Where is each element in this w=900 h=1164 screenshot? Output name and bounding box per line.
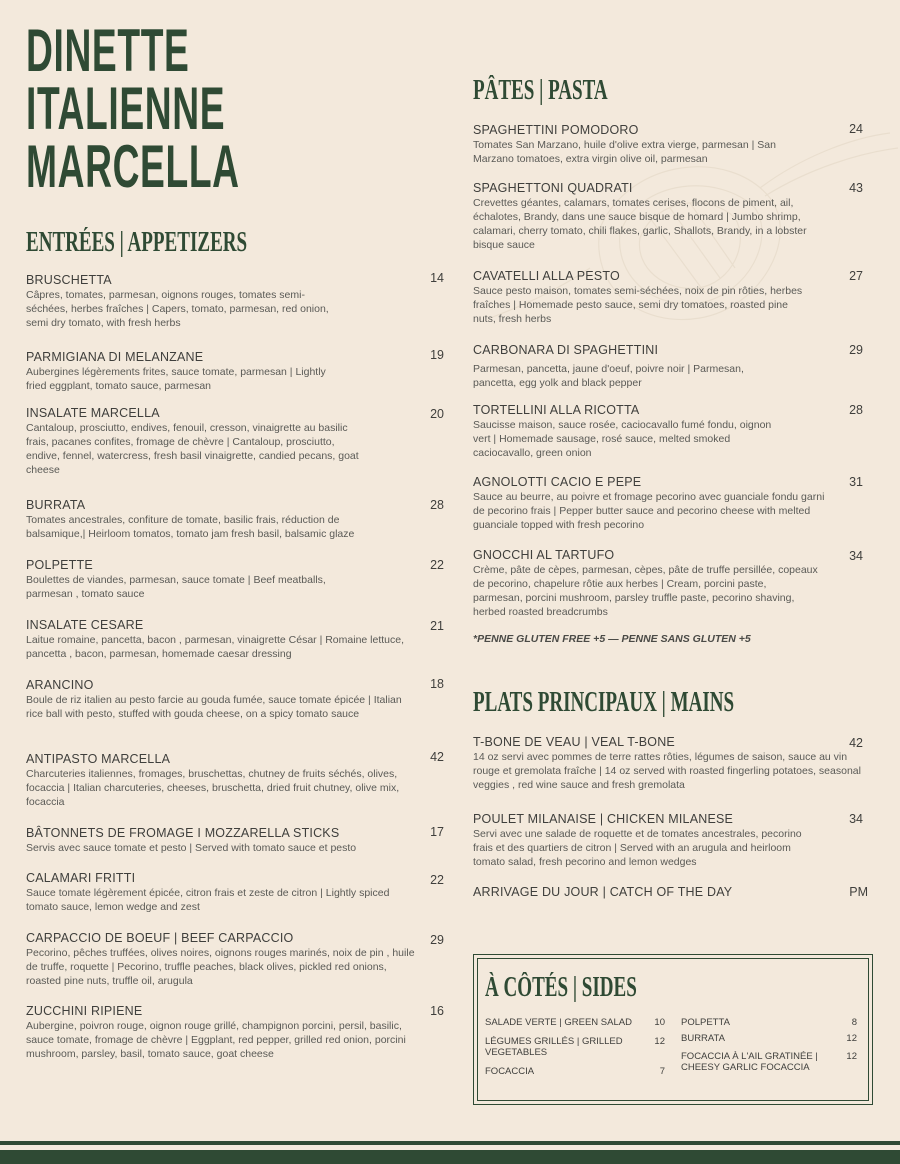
item-description: Boule de riz italien au pesto farcie au gouda fumée, sauce tomate épicée | Italian rice ball with pesto, stuffed with gouda cheese, on a spicy tomato sauce bbox=[26, 694, 402, 720]
item-name: ANTIPASTO MARCELLA bbox=[26, 752, 171, 766]
item-description: Parmesan, pancetta, jaune d'oeuf, poivre noir | Parmesan, pancetta, egg yolk and black pepper bbox=[473, 363, 744, 389]
menu-item bbox=[473, 269, 843, 326]
item-price: 43 bbox=[849, 181, 863, 195]
item-price: 31 bbox=[849, 475, 863, 489]
item-description: Crevettes géantes, calamars, tomates cerises, flocons de piment, ail, échalotes, Brandy, dans une sauce bisque de homard | Jumbo shrimp, calamari, cherry tomato, chili flakes, garlic, Shallots, Brandy, in a lobster bisque sauce bbox=[473, 197, 807, 251]
item-description: Servi avec une salade de roquette et de tomates ancestrales, pecorino frais et des quartiers de citron | Served with an arugula and heirloom tomato salad, fresh pecorino and lemon wedges bbox=[473, 828, 802, 868]
menu-item bbox=[26, 752, 418, 809]
item-description: Crème, pâte de cèpes, parmesan, cèpes, pâte de truffe persillée, copeaux de pecorino, chapelure rôtie aux herbes | Cream, porcini paste, parmesan, porcini mushroom, parsley truffle paste, pecorino shaving, herbed roasted breadcrumbs bbox=[473, 564, 818, 618]
item-name: BÂTONNETS DE FROMAGE I MOZZARELLA STICKS bbox=[26, 826, 340, 840]
item-price: 29 bbox=[430, 933, 444, 947]
side-item-price: 12 bbox=[654, 1036, 665, 1047]
side-item-price: 7 bbox=[659, 1066, 665, 1077]
side-item-price: 10 bbox=[654, 1017, 665, 1028]
menu-item bbox=[26, 1004, 418, 1061]
menu-item bbox=[26, 273, 418, 330]
menu-item bbox=[473, 181, 843, 252]
item-price: 21 bbox=[430, 619, 444, 633]
title-line-2: ITALIENNE bbox=[26, 75, 226, 142]
item-price: 29 bbox=[849, 343, 863, 357]
item-name: SPAGHETTINI POMODORO bbox=[473, 123, 639, 137]
menu-item bbox=[473, 475, 843, 532]
item-price: 17 bbox=[430, 825, 444, 839]
item-price: 22 bbox=[430, 558, 444, 572]
item-name: CAVATELLI ALLA PESTO bbox=[473, 269, 620, 283]
section-title-sides: À CÔTÉS | SIDES bbox=[485, 972, 637, 1003]
gluten-free-note: *PENNE GLUTEN FREE +5 — PENNE SANS GLUTEN +5 bbox=[473, 633, 751, 645]
restaurant-title bbox=[26, 17, 240, 200]
menu-item bbox=[26, 826, 418, 855]
item-name: INSALATE MARCELLA bbox=[26, 406, 160, 420]
item-name: AGNOLOTTI CACIO E PEPE bbox=[473, 475, 642, 489]
menu-item bbox=[473, 885, 843, 900]
item-description: Cantaloup, prosciutto, endives, fenouil, cresson, vinaigrette au basilic frais, pacanes confites, fromage de chèvre | Cantaloup, prosciutto, endive, fennel, watercress, fresh basil vinaigrette, candied pecans, goat cheese bbox=[26, 422, 359, 476]
sides-box bbox=[473, 954, 873, 1105]
menu-item bbox=[26, 350, 418, 393]
item-description: Tomates ancestrales, confiture de tomate, basilic frais, réduction de balsamique,| Heirloom tomatos, tomato jam fresh basil, balsamic glaze bbox=[26, 514, 355, 540]
item-name: POLPETTE bbox=[26, 558, 93, 572]
menu-item bbox=[26, 871, 418, 914]
side-item-name: FOCACCIA À L'AIL GRATINÉE | CHEESY GARLIC FOCACCIA bbox=[681, 1051, 818, 1073]
side-item-name: FOCACCIA bbox=[485, 1066, 535, 1077]
item-description: Charcuteries italiennes, fromages, bruschettas, chutney de fruits séchés, olives, focaccia | Italian charcuteries, cheeses, bruschetta, dried fruit chutney, olive mix, focaccia bbox=[26, 768, 400, 808]
menu-item bbox=[473, 403, 843, 460]
title-line-3: MARCELLA bbox=[26, 133, 240, 200]
side-item-price: 12 bbox=[846, 1033, 857, 1044]
item-description: 14 oz servi avec pommes de terre rattes rôties, légumes de saison, sauce au vin rouge et gremolata fraîche | 14 oz served with roasted fingerling potatoes, seasonal veggies , red wine sauce and fresh gremolata bbox=[473, 751, 861, 791]
item-name: T-BONE DE VEAU | VEAL T-BONE bbox=[473, 735, 675, 749]
side-item-price: 12 bbox=[846, 1051, 857, 1062]
item-price: 34 bbox=[849, 812, 863, 826]
item-price: 34 bbox=[849, 549, 863, 563]
item-name: SPAGHETTONI QUADRATI bbox=[473, 181, 633, 195]
item-description: Aubergines légèrements frites, sauce tomate, parmesan | Lightly fried eggplant, tomato sauce, parmesan bbox=[26, 366, 326, 392]
item-description: Aubergine, poivron rouge, oignon rouge grillé, champignon porcini, persil, basilic, sauce tomate, fromage de chèvre | Eggplant, red pepper, grilled red onion, porcini mushroom, parsley, basil, tomato sauce, goat cheese bbox=[26, 1020, 406, 1060]
item-price: 28 bbox=[430, 498, 444, 512]
menu-item bbox=[26, 498, 418, 541]
item-description: Câpres, tomates, parmesan, oignons rouges, tomates semi-séchées, herbes fraîches | Capers, tomato, parmesan, red onion, semi dry tomato, with fresh herbs bbox=[26, 289, 329, 329]
footer-band-thin bbox=[0, 1141, 900, 1145]
item-name: CARBONARA DI SPAGHETTINI bbox=[473, 343, 659, 357]
item-name: CALAMARI FRITTI bbox=[26, 871, 136, 885]
side-item-price: 8 bbox=[851, 1017, 857, 1028]
item-name: PARMIGIANA DI MELANZANE bbox=[26, 350, 204, 364]
section-title-entrees: ENTRÉES | APPETIZERS bbox=[26, 227, 248, 258]
item-description: Sauce pesto maison, tomates semi-séchées, noix de pin rôties, herbes fraîches | Homemade pesto sauce, semi dry tomatoes, roasted pine nuts, fresh herbs bbox=[473, 285, 803, 325]
side-item-name: SALADE VERTE | GREEN SALAD bbox=[485, 1017, 632, 1028]
menu-item bbox=[26, 558, 418, 601]
item-name: BRUSCHETTA bbox=[26, 273, 112, 287]
item-price: 42 bbox=[849, 736, 863, 750]
item-price: 27 bbox=[849, 269, 863, 283]
item-description: Boulettes de viandes, parmesan, sauce tomate | Beef meatballs, parmesan , tomato sauce bbox=[26, 574, 326, 600]
footer-band-thick bbox=[0, 1150, 900, 1164]
menu-item bbox=[26, 406, 418, 477]
item-name: CARPACCIO DE BOEUF | BEEF CARPACCIO bbox=[26, 931, 294, 945]
item-name: TORTELLINI ALLA RICOTTA bbox=[473, 403, 640, 417]
item-price: 18 bbox=[430, 677, 444, 691]
item-description: Sauce au beurre, au poivre et fromage pecorino avec guanciale fondu garni de pecorino frais | Pepper butter sauce and pecorino cheese with melted guanciale topped with fresh pecorino bbox=[473, 491, 825, 531]
menu-item bbox=[26, 678, 418, 721]
item-price: 16 bbox=[430, 1004, 444, 1018]
item-name: GNOCCHI AL TARTUFO bbox=[473, 548, 615, 562]
item-description: Servis avec sauce tomate et pesto | Served with tomato sauce et pesto bbox=[26, 842, 357, 854]
item-name: ARRIVAGE DU JOUR | CATCH OF THE DAY bbox=[473, 885, 733, 899]
side-item-name: BURRATA bbox=[681, 1033, 725, 1044]
item-description: Sauce tomate légèrement épicée, citron frais et zeste de citron | Lightly spiced tomato sauce, lemon wedge and zest bbox=[26, 887, 390, 913]
menu-item bbox=[473, 343, 843, 390]
menu-item bbox=[26, 931, 418, 988]
title-line-1: DINETTE bbox=[26, 17, 190, 84]
item-name: ARANCINO bbox=[26, 678, 94, 692]
side-item-name: LÉGUMES GRILLÉS | GRILLED VEGETABLES bbox=[485, 1036, 623, 1058]
section-title-mains: PLATS PRINCIPAUX | MAINS bbox=[473, 687, 735, 718]
menu-item bbox=[26, 618, 418, 661]
item-description: Saucisse maison, sauce rosée, caciocavallo fumé fondu, oignon vert | Homemade sausage, rosé sauce, melted smoked caciocavallo, green onion bbox=[473, 419, 772, 459]
item-price: PM bbox=[849, 885, 868, 899]
item-price: 28 bbox=[849, 403, 863, 417]
item-price: 19 bbox=[430, 348, 444, 362]
item-price: 42 bbox=[430, 750, 444, 764]
menu-item bbox=[473, 548, 843, 619]
menu-item bbox=[473, 123, 843, 166]
item-price: 24 bbox=[849, 122, 863, 136]
item-price: 14 bbox=[430, 271, 444, 285]
item-description: Laitue romaine, pancetta, bacon , parmesan, vinaigrette César | Romaine lettuce, pancetta , bacon, parmesan, homemade caesar dressing bbox=[26, 634, 405, 660]
item-name: INSALATE CESARE bbox=[26, 618, 144, 632]
menu-item bbox=[473, 812, 843, 869]
side-item-name: POLPETTA bbox=[681, 1017, 730, 1028]
item-description: Tomates San Marzano, huile d'olive extra vierge, parmesan | San Marzano tomatoes, extra virgin olive oil, parmesan bbox=[473, 139, 776, 165]
item-name: BURRATA bbox=[26, 498, 86, 512]
item-description: Pecorino, pêches truffées, olives noires, oignons rouges marinés, noix de pin , huile de truffe, roquette | Pecorino, truffle peaches, black olives, pickled red onions, roasted pine nuts, truffle oil, arugula bbox=[26, 947, 415, 987]
item-price: 22 bbox=[430, 873, 444, 887]
item-name: ZUCCHINI RIPIENE bbox=[26, 1004, 143, 1018]
section-title-pasta: PÂTES | PASTA bbox=[473, 75, 608, 106]
item-price: 20 bbox=[430, 407, 444, 421]
item-name: POULET MILANAISE | CHICKEN MILANESE bbox=[473, 812, 734, 826]
